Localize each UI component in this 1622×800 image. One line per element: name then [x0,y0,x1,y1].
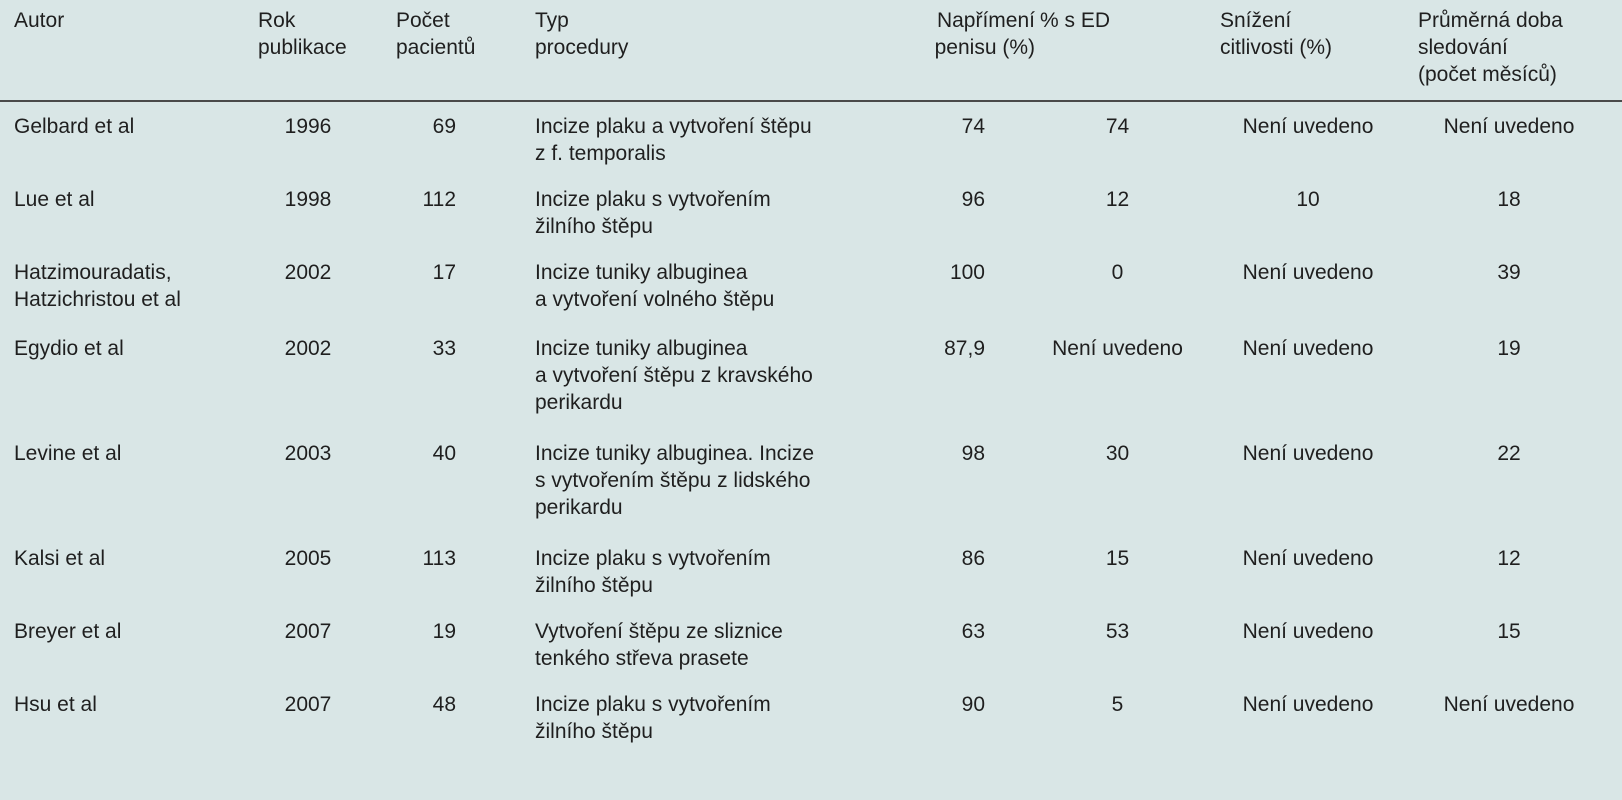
cell-sensitivity: Není uvedeno [1242,620,1374,643]
header-followup: Průměrná doba sledování (počet měsíců) [1418,9,1563,86]
cell-year: 1998 [284,188,332,211]
cell-author: Levine et al [14,442,122,465]
cell-sensitivity: Není uvedeno [1242,442,1374,465]
cell-procedure: Incize tuniky albuginea a vytvoření volného štěpu [535,261,775,311]
cell-patients: 113 [422,547,456,570]
cell-followup: 15 [1497,620,1521,643]
cell-author: Egydio et al [14,337,124,360]
cell-patients: 112 [422,188,456,211]
cell-ed: 15 [1105,547,1130,570]
header-procedure: Typ procedury [535,9,629,59]
cell-year: 2002 [284,261,332,284]
cell-ed: 12 [1105,188,1130,211]
cell-followup: 19 [1497,337,1521,360]
cell-year: 2005 [284,547,332,570]
cell-author: Breyer et al [14,620,122,643]
cell-year: 1996 [284,115,332,138]
cell-patients: 33 [432,337,456,360]
cell-followup: 22 [1497,442,1521,465]
cell-straightening: 100 [949,261,985,284]
header-year: Rok publikace [258,9,347,59]
cell-procedure: Incize tuniky albuginea. Incize s vytvořením štěpu z lidského perikardu [535,442,814,519]
cell-followup: 39 [1497,261,1521,284]
cell-sensitivity: 10 [1296,188,1320,211]
cell-year: 2007 [284,693,332,716]
cell-procedure: Incize plaku s vytvořením žilního štěpu [535,188,771,238]
cell-author: Gelbard et al [14,115,135,138]
cell-followup: Není uvedeno [1443,115,1575,138]
cell-ed: 30 [1105,442,1130,465]
cell-followup: 18 [1497,188,1521,211]
cell-ed: Není uvedeno [1052,337,1183,360]
header-author: Autor [14,9,65,32]
cell-straightening: 87,9 [944,337,985,360]
cell-year: 2002 [284,337,332,360]
cell-straightening: 63 [961,620,985,643]
cell-procedure: Incize plaku a vytvoření štěpu z f. temporalis [535,115,812,165]
cell-straightening: 98 [961,442,985,465]
cell-year: 2007 [284,620,332,643]
table-header [0,0,1622,102]
cell-sensitivity: Není uvedeno [1242,337,1374,360]
cell-sensitivity: Není uvedeno [1242,693,1374,716]
header-ed: % s ED [1040,9,1111,32]
header-patients: Počet pacientů [396,9,476,59]
cell-ed: 5 [1111,693,1124,716]
cell-procedure: Incize tuniky albuginea a vytvoření štěpu z kravského perikardu [535,337,813,414]
cell-sensitivity: Není uvedeno [1242,547,1374,570]
cell-straightening: 96 [961,188,985,211]
cell-patients: 48 [432,693,456,716]
cell-procedure: Vytvoření štěpu ze sliznice tenkého střeva prasete [535,620,783,670]
cell-straightening: 86 [961,547,985,570]
cell-patients: 19 [432,620,456,643]
cell-year: 2003 [284,442,332,465]
cell-author: Kalsi et al [14,547,106,570]
cell-sensitivity: Není uvedeno [1242,261,1374,284]
cell-author: Hatzimouradatis, Hatzichristou et al [14,261,181,311]
cell-followup: 12 [1497,547,1521,570]
cell-author: Lue et al [14,188,95,211]
cell-patients: 17 [432,261,456,284]
cell-procedure: Incize plaku s vytvořením žilního štěpu [535,547,771,597]
header-sensitivity: Snížení citlivosti (%) [1220,9,1333,59]
cell-procedure: Incize plaku s vytvořením žilního štěpu [535,693,771,743]
cell-straightening: 74 [961,115,985,138]
cell-followup: Není uvedeno [1443,693,1575,716]
cell-ed: 53 [1105,620,1130,643]
cell-ed: 74 [1105,115,1130,138]
cell-straightening: 90 [961,693,985,716]
cell-author: Hsu et al [14,693,97,716]
cell-patients: 40 [432,442,456,465]
cell-ed: 0 [1111,261,1124,284]
header-straightening: Napřímení penisu (%) [934,9,1035,59]
cell-sensitivity: Není uvedeno [1242,115,1374,138]
cell-patients: 69 [432,115,456,138]
